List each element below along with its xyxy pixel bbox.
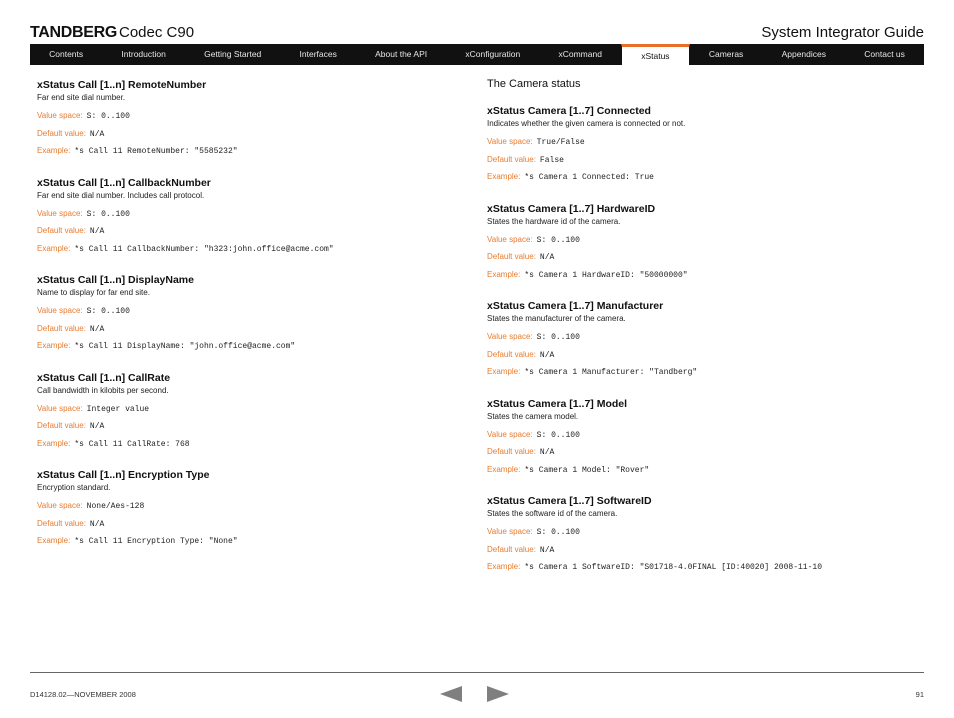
entry-description: Encryption standard. xyxy=(37,483,111,492)
example-row xyxy=(487,461,924,479)
brand-logo: TANDBERG xyxy=(30,24,118,41)
default-value-value: N/A xyxy=(539,253,555,262)
default-value-row xyxy=(487,248,924,266)
example-value: *s Call 11 Encryption Type: "None" xyxy=(74,537,238,546)
value-space-label: Value space: xyxy=(487,332,533,341)
value-space-label: Value space: xyxy=(37,208,83,218)
entry-title: xStatus Camera [1..7] HardwareID xyxy=(487,202,656,215)
example-value: *s Camera 1 Model: "Rover" xyxy=(524,465,650,475)
page-number: 91 xyxy=(915,690,924,699)
example-value: *s Camera 1 Connected: True xyxy=(524,173,654,182)
value-space-label: Value space: xyxy=(487,234,533,244)
document-id: D14128.02—NOVEMBER 2008 xyxy=(30,690,136,699)
example-label: Example: xyxy=(37,341,71,350)
value-space-value: None/Aes-128 xyxy=(86,502,145,511)
default-value-value: N/A xyxy=(539,545,555,555)
value-space-value: S: 0..100 xyxy=(86,209,130,219)
example-label: Example: xyxy=(487,269,521,279)
page-header xyxy=(30,24,924,44)
value-space-row xyxy=(37,302,457,320)
nav-tab-cameras[interactable]: Cameras xyxy=(708,49,744,59)
entry-description: States the hardware id of the camera. xyxy=(487,216,621,226)
top-nav xyxy=(30,44,924,65)
entry-title: xStatus Call [1..n] CallRate xyxy=(37,371,171,384)
example-label: Example: xyxy=(37,438,71,448)
value-space-row xyxy=(487,133,924,151)
value-space-label: Value space: xyxy=(37,306,83,315)
section-title: The Camera status xyxy=(487,78,581,90)
example-label: Example: xyxy=(37,146,71,155)
example-row xyxy=(37,142,457,160)
entry-description: Far end site dial number. Includes call protocol. xyxy=(37,190,205,200)
value-space-value: S: 0..100 xyxy=(536,235,580,245)
default-value-label: Default value: xyxy=(487,447,536,456)
example-label: Example: xyxy=(487,172,521,181)
default-value-value: N/A xyxy=(89,324,105,334)
example-value: *s Call 11 CallbackNumber: "h323:john.office@acme.com" xyxy=(74,244,334,254)
value-space-row xyxy=(487,328,924,346)
value-space-row xyxy=(37,107,457,125)
status-entry xyxy=(37,273,457,355)
default-value-row xyxy=(37,417,457,435)
example-value: *s Call 11 CallRate: 768 xyxy=(74,439,190,449)
entry-description: Call bandwidth in kilobits per second. xyxy=(37,385,169,395)
entry-description: Far end site dial number. xyxy=(37,93,126,102)
value-space-row xyxy=(487,426,924,444)
value-space-value: True/False xyxy=(536,138,585,147)
example-label: Example: xyxy=(487,464,521,474)
default-value-row xyxy=(37,125,457,143)
status-entry xyxy=(37,78,457,160)
default-value-value: N/A xyxy=(89,422,105,431)
entry-description: States the software id of the camera. xyxy=(487,509,618,518)
value-space-label: Value space: xyxy=(487,429,533,439)
next-page-icon[interactable] xyxy=(487,686,509,707)
default-value-value: N/A xyxy=(539,448,555,457)
nav-tab-getting-started[interactable]: Getting Started xyxy=(204,49,262,59)
example-value: *s Camera 1 Manufacturer: "Tandberg" xyxy=(524,368,698,377)
example-row xyxy=(487,558,924,576)
example-row xyxy=(37,240,457,258)
right-column xyxy=(487,78,924,592)
default-value-label: Default value: xyxy=(487,544,536,554)
default-value-row xyxy=(487,151,924,169)
value-space-value: S: 0..100 xyxy=(86,307,130,316)
example-label: Example: xyxy=(37,243,71,253)
example-value: *s Call 11 DisplayName: "john.office@acme.com" xyxy=(74,342,296,351)
status-entry xyxy=(37,371,457,453)
default-value-row xyxy=(487,346,924,364)
example-row xyxy=(487,168,924,186)
value-space-label: Value space: xyxy=(37,111,83,120)
value-space-value: S: 0..100 xyxy=(536,430,580,440)
default-value-value: N/A xyxy=(89,227,105,236)
nav-tab-xconfiguration[interactable]: xConfiguration xyxy=(465,49,521,59)
value-space-value: Integer value xyxy=(86,404,150,414)
previous-page-icon[interactable] xyxy=(440,686,462,707)
status-entry xyxy=(487,494,924,576)
value-space-label: Value space: xyxy=(487,137,533,146)
value-space-value: S: 0..100 xyxy=(86,112,130,121)
example-value: *s Camera 1 HardwareID: "50000000" xyxy=(524,270,688,280)
value-space-row xyxy=(37,205,457,223)
value-space-row xyxy=(487,231,924,249)
default-value-label: Default value: xyxy=(37,226,86,235)
status-entry xyxy=(487,397,924,479)
example-label: Example: xyxy=(487,367,521,376)
entry-description: States the manufacturer of the camera. xyxy=(487,314,626,323)
example-label: Example: xyxy=(487,562,521,571)
default-value-value: N/A xyxy=(89,129,105,139)
default-value-row xyxy=(37,222,457,240)
example-row xyxy=(487,266,924,284)
default-value-row xyxy=(37,320,457,338)
status-entry xyxy=(37,176,457,258)
value-space-row xyxy=(487,523,924,541)
entry-title: xStatus Call [1..n] DisplayName xyxy=(37,274,194,286)
guide-title: System Integrator Guide xyxy=(761,24,924,41)
status-entry xyxy=(487,299,924,381)
entry-description: Name to display for far end site. xyxy=(37,288,150,297)
example-row xyxy=(37,435,457,453)
default-value-value: N/A xyxy=(89,519,105,529)
value-space-label: Value space: xyxy=(37,403,83,413)
nav-tab-xcommand[interactable]: xCommand xyxy=(558,49,602,59)
value-space-label: Value space: xyxy=(37,501,83,510)
value-space-value: S: 0..100 xyxy=(536,333,580,342)
entry-description: Indicates whether the given camera is connected or not. xyxy=(487,119,686,128)
footer-divider xyxy=(30,672,924,673)
entry-title: xStatus Call [1..n] RemoteNumber xyxy=(37,79,207,91)
default-value-label: Default value: xyxy=(487,349,536,359)
example-row xyxy=(487,363,924,381)
example-row xyxy=(37,532,457,550)
value-space-row xyxy=(37,497,457,515)
left-column xyxy=(37,78,457,566)
nav-tab-about-api[interactable]: About the API xyxy=(375,49,428,59)
status-entry xyxy=(37,468,457,550)
nav-tab-introduction[interactable]: Introduction xyxy=(121,49,166,59)
entry-title: xStatus Call [1..n] CallbackNumber xyxy=(37,176,211,189)
entry-title: xStatus Camera [1..7] Model xyxy=(487,397,628,410)
nav-tab-contents[interactable]: Contents xyxy=(49,49,84,59)
default-value-row xyxy=(487,443,924,461)
entry-description: States the camera model. xyxy=(487,411,579,421)
example-value: *s Call 11 RemoteNumber: "5585232" xyxy=(74,147,238,156)
default-value-label: Default value: xyxy=(487,154,536,164)
entry-title: xStatus Camera [1..7] Manufacturer xyxy=(487,300,664,312)
entry-title: xStatus Call [1..n] Encryption Type xyxy=(37,469,210,481)
status-entry xyxy=(487,104,924,186)
product-name: Codec C90 xyxy=(119,24,195,41)
default-value-row xyxy=(487,541,924,559)
default-value-value: N/A xyxy=(539,350,555,360)
status-entry xyxy=(487,202,924,284)
example-label: Example: xyxy=(37,536,71,545)
default-value-label: Default value: xyxy=(487,252,536,261)
example-row xyxy=(37,337,457,355)
nav-tab-contact-us[interactable]: Contact us xyxy=(864,49,905,59)
nav-tab-appendices[interactable]: Appendices xyxy=(781,49,826,59)
default-value-row xyxy=(37,515,457,533)
value-space-label: Value space: xyxy=(487,527,533,536)
default-value-label: Default value: xyxy=(37,421,86,430)
entry-title: xStatus Camera [1..7] SoftwareID xyxy=(487,495,652,507)
nav-tab-interfaces[interactable]: Interfaces xyxy=(299,49,337,59)
value-space-value: S: 0..100 xyxy=(536,528,580,537)
default-value-label: Default value: xyxy=(37,323,86,333)
default-value-label: Default value: xyxy=(37,518,86,528)
example-value: *s Camera 1 SoftwareID: "S01718-4.0FINAL [ID:40020] 2008-11-10 xyxy=(524,563,823,572)
default-value-label: Default value: xyxy=(37,128,86,138)
nav-tab-xstatus[interactable]: xStatus xyxy=(621,44,690,65)
default-value-value: False xyxy=(539,155,564,165)
entry-title: xStatus Camera [1..7] Connected xyxy=(487,105,651,117)
value-space-row xyxy=(37,400,457,418)
